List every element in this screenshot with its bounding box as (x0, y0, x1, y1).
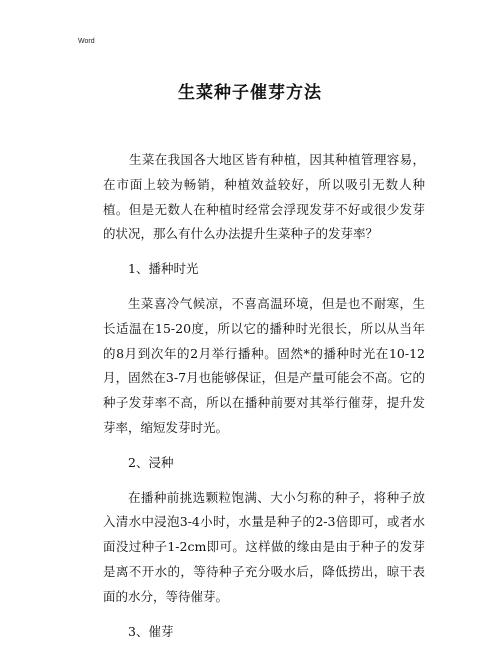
header-label: Word (78, 38, 95, 45)
section-paragraph-2: 在播种前挑选颗粒饱满、大小匀称的种子，将种子放入清水中浸泡3-4小时，水量是种子的2-3倍即可，或者水面没过种子1-2cm即可。这样做的缘由是由于种子的发芽是离不开水的，等待种子充分吸水后，降低捞出，晾干表面的水分，等待催芽。 (103, 489, 425, 604)
section-heading-1: 1、播种时光 (128, 261, 199, 277)
section-heading-3: 3、催芽 (128, 623, 174, 639)
intro-paragraph: 生菜在我国各大地区皆有种植，因其种植管理容易，在市面上较为畅销，种植效益较好，所以吸引无数人种植。但是无数人在种植时经常会浮现发芽不好或很少发芽的状况，那么有什么办法提升生菜种子的发芽率？ (103, 152, 425, 242)
document-title: 生菜种子催芽方法 (178, 83, 322, 103)
document-body (103, 148, 425, 654)
section-heading-2: 2、浸种 (128, 454, 174, 470)
section-paragraph-1: 生菜喜冷气候凉，不喜高温环境，但是也不耐寒，生长适温在15-20度，所以它的播种时光很长，所以从当年的8月到次年的2月举行播种。固然*的播种时光在10-12月，固然在3-7月也能够保证，但是产量可能会不高。它的种子发芽率不高，所以在播种前要对其举行催芽，提升发芽率，缩短发芽时光。 (103, 295, 425, 435)
